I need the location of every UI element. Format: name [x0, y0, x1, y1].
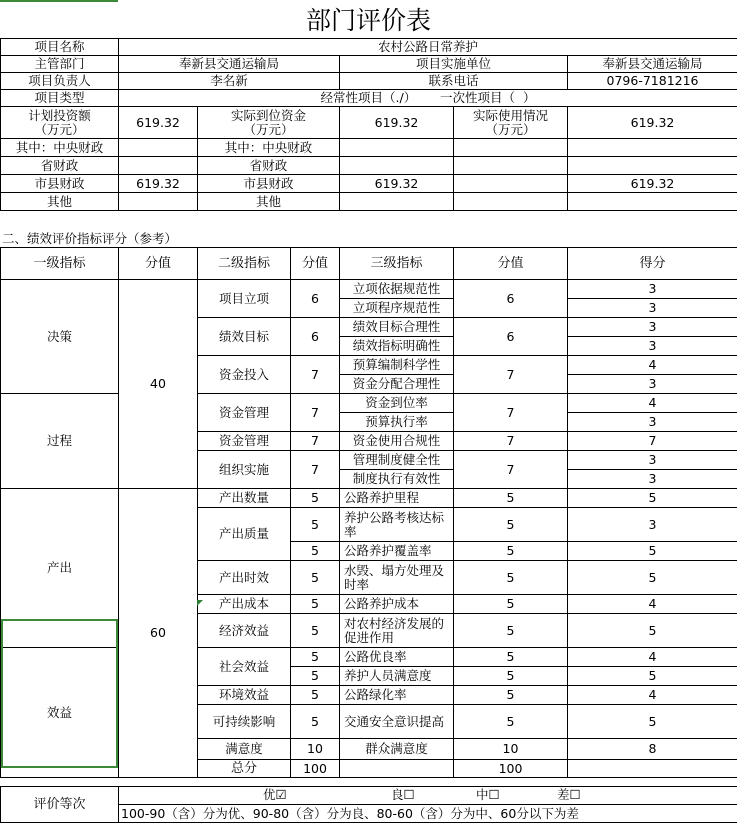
province-used — [568, 157, 737, 175]
county-planned: 619.32 — [119, 175, 198, 193]
level1-output: 产出 — [1, 489, 119, 648]
central-label: 其中：中央财政 — [1, 139, 119, 157]
score-cell: 3 — [568, 280, 737, 299]
planned-label: 计划投资额 （万元） — [1, 107, 119, 139]
score-cell: 5 — [568, 542, 737, 561]
level2-score: 7 — [291, 432, 340, 451]
received-value: 619.32 — [340, 107, 454, 139]
score-cell: 3 — [568, 337, 737, 356]
impl-label: 项目实施单位 — [340, 56, 568, 73]
other-label: 其他 — [1, 193, 119, 211]
other-empty — [454, 193, 568, 211]
planned-value: 619.32 — [119, 107, 198, 139]
leader-value: 李名新 — [119, 73, 340, 90]
level3-score: 5 — [454, 561, 568, 595]
level3-cell: 预算编制科学性 — [340, 356, 454, 375]
header-score3: 分值 — [454, 248, 568, 280]
level2-cell: 社会效益 — [198, 648, 291, 686]
central-received — [340, 139, 454, 157]
score-cell: 4 — [568, 394, 737, 413]
other-used — [568, 193, 737, 211]
level3-score: 5 — [454, 686, 568, 705]
level3-cell: 资金到位率 — [340, 394, 454, 413]
header-score2: 分值 — [291, 248, 340, 280]
project-name-value: 农村公路日常养护 — [119, 39, 737, 56]
level1-score-60: 60 — [119, 489, 198, 778]
level3-cell: 绩效目标合理性 — [340, 318, 454, 337]
level2-cell: 产出成本 — [198, 595, 291, 614]
level2-cell: 产出质量 — [198, 508, 291, 561]
received-label: 实际到位资金 （万元） — [198, 107, 340, 139]
other-received — [340, 193, 454, 211]
grade-label: 评价等次 — [1, 787, 119, 823]
header-score1: 分值 — [119, 248, 198, 280]
level3-score: 5 — [454, 705, 568, 739]
level1-benefit: 效益 — [1, 648, 119, 778]
level3-score: 7 — [454, 451, 568, 489]
level3-score: 6 — [454, 280, 568, 318]
level3-score: 7 — [454, 432, 568, 451]
section-title: 二、绩效评价指标评分（参考） — [2, 231, 178, 246]
level2-score: 10 — [291, 739, 340, 760]
level3-cell: 养护人员满意度 — [340, 667, 454, 686]
level2-cell: 资金管理 — [198, 432, 291, 451]
level2-score: 5 — [291, 508, 340, 542]
score-cell: 3 — [568, 508, 737, 542]
score-cell: 5 — [568, 667, 737, 686]
central-planned — [119, 139, 198, 157]
other-planned — [119, 193, 198, 211]
grade-excellent: 优☑ — [263, 787, 287, 802]
grade-medium: 中☐ — [476, 787, 500, 802]
total-score2: 100 — [454, 760, 568, 778]
score-cell: 5 — [568, 614, 737, 648]
county-used: 619.32 — [568, 175, 737, 193]
header-score: 得分 — [568, 248, 737, 280]
leader-label: 项目负责人 — [1, 73, 119, 90]
level2-cell: 项目立项 — [198, 280, 291, 318]
dept-label: 主管部门 — [1, 56, 119, 73]
level3-score: 5 — [454, 595, 568, 614]
header-level1: 一级指标 — [1, 248, 119, 280]
phone-label: 联系电话 — [340, 73, 568, 90]
cell-comment-marker — [197, 600, 203, 606]
score-cell: 3 — [568, 375, 737, 394]
central-empty — [454, 139, 568, 157]
score-cell: 5 — [568, 489, 737, 508]
level1-score-40: 40 — [119, 280, 198, 489]
level2-cell: 满意度 — [198, 739, 291, 760]
score-cell: 3 — [568, 470, 737, 489]
level2-score: 5 — [291, 648, 340, 667]
level2-cell: 产出数量 — [198, 489, 291, 508]
level2-score: 5 — [291, 614, 340, 648]
level2-score: 5 — [291, 542, 340, 561]
province-label: 省财政 — [1, 157, 119, 175]
dept-value: 奉新县交通运输局 — [119, 56, 340, 73]
level3-cell: 对农村经济发展的促进作用 — [340, 614, 454, 648]
level3-cell: 养护公路考核达标率 — [340, 508, 454, 542]
level3-cell: 立项程序规范性 — [340, 299, 454, 318]
grade-table — [0, 786, 737, 823]
level2-score: 5 — [291, 595, 340, 614]
level3-score: 7 — [454, 394, 568, 432]
header-level3: 三级指标 — [340, 248, 454, 280]
score-cell: 4 — [568, 595, 737, 614]
score-cell: 5 — [568, 561, 737, 595]
grade-options — [119, 787, 737, 805]
form-title: 部门评价表 — [305, 6, 431, 35]
level2-score: 6 — [291, 318, 340, 356]
level3-cell: 管理制度健全性 — [340, 451, 454, 470]
level2-score: 7 — [291, 394, 340, 432]
county-label: 市县财政 — [1, 175, 119, 193]
level2-score: 5 — [291, 705, 340, 739]
indicator-table — [0, 247, 737, 778]
level3-score: 5 — [454, 667, 568, 686]
total-empty-l3 — [568, 760, 737, 778]
level3-score: 6 — [454, 318, 568, 356]
project-info-table — [0, 38, 737, 211]
grade-good: 良☐ — [391, 787, 415, 802]
grade-rule: 100-90（含）分为优、90-80（含）分为良、80-60（含）分为中、60分以下为差 — [119, 805, 737, 823]
central-label-2: 其中：中央财政 — [198, 139, 340, 157]
level2-cell: 绩效目标 — [198, 318, 291, 356]
level2-cell: 经济效益 — [198, 614, 291, 648]
used-label: 实际使用情况 （万元） — [454, 107, 568, 139]
other-label-2: 其他 — [198, 193, 340, 211]
level2-cell: 组织实施 — [198, 451, 291, 489]
phone-value: 0796-7181216 — [568, 73, 737, 90]
province-planned — [119, 157, 198, 175]
level3-cell: 立项依据规范性 — [340, 280, 454, 299]
level3-cell: 公路养护成本 — [340, 595, 454, 614]
score-cell: 8 — [568, 739, 737, 760]
type-value: 经常性项目（./） 一次性项目（ ） — [119, 90, 737, 107]
level1-process: 过程 — [1, 394, 119, 489]
score-cell: 7 — [568, 432, 737, 451]
score-cell: 5 — [568, 705, 737, 739]
level3-score: 5 — [454, 542, 568, 561]
total-score1: 100 — [291, 760, 340, 778]
score-cell: 4 — [568, 648, 737, 667]
county-empty — [454, 175, 568, 193]
score-cell: 4 — [568, 356, 737, 375]
header-level2: 二级指标 — [198, 248, 291, 280]
score-cell: 3 — [568, 299, 737, 318]
score-cell: 3 — [568, 318, 737, 337]
level3-score: 10 — [454, 739, 568, 760]
level2-score: 6 — [291, 280, 340, 318]
level3-score: 7 — [454, 356, 568, 394]
level3-cell: 水毁、塌方处理及时率 — [340, 561, 454, 595]
cell-selection-edge — [0, 0, 118, 2]
level2-cell: 可持续影响 — [198, 705, 291, 739]
level2-score: 7 — [291, 356, 340, 394]
level2-score: 5 — [291, 489, 340, 508]
project-name-label: 项目名称 — [1, 39, 119, 56]
level3-score: 5 — [454, 614, 568, 648]
province-received — [340, 157, 454, 175]
score-cell: 4 — [568, 686, 737, 705]
level3-cell: 公路养护里程 — [340, 489, 454, 508]
total-empty-l2 — [340, 760, 454, 778]
province-label-2: 省财政 — [198, 157, 340, 175]
level2-score: 5 — [291, 561, 340, 595]
county-label-2: 市县财政 — [198, 175, 340, 193]
level3-cell: 绩效指标明确性 — [340, 337, 454, 356]
county-received: 619.32 — [340, 175, 454, 193]
level2-score: 7 — [291, 451, 340, 489]
total-label: 总分 — [198, 760, 291, 778]
score-cell: 3 — [568, 413, 737, 432]
used-value: 619.32 — [568, 107, 737, 139]
level2-cell: 环境效益 — [198, 686, 291, 705]
level3-cell: 公路绿化率 — [340, 686, 454, 705]
level3-cell: 群众满意度 — [340, 739, 454, 760]
level3-cell: 预算执行率 — [340, 413, 454, 432]
level3-cell: 交通安全意识提高 — [340, 705, 454, 739]
grade-poor: 差☐ — [557, 787, 581, 802]
score-cell: 3 — [568, 451, 737, 470]
level3-score: 5 — [454, 508, 568, 542]
level2-cell: 资金投入 — [198, 356, 291, 394]
level3-cell: 公路养护覆盖率 — [340, 542, 454, 561]
level2-cell: 资金管理 — [198, 394, 291, 432]
central-used — [568, 139, 737, 157]
level1-decision: 决策 — [1, 280, 119, 394]
level2-score: 5 — [291, 686, 340, 705]
level3-cell: 资金使用合规性 — [340, 432, 454, 451]
level2-cell: 产出时效 — [198, 561, 291, 595]
level3-score: 5 — [454, 648, 568, 667]
level3-cell: 资金分配合理性 — [340, 375, 454, 394]
type-label: 项目类型 — [1, 90, 119, 107]
impl-value: 奉新县交通运输局 — [568, 56, 737, 73]
level3-cell: 公路优良率 — [340, 648, 454, 667]
level3-cell: 制度执行有效性 — [340, 470, 454, 489]
level3-score: 5 — [454, 489, 568, 508]
level2-score: 5 — [291, 667, 340, 686]
province-empty — [454, 157, 568, 175]
